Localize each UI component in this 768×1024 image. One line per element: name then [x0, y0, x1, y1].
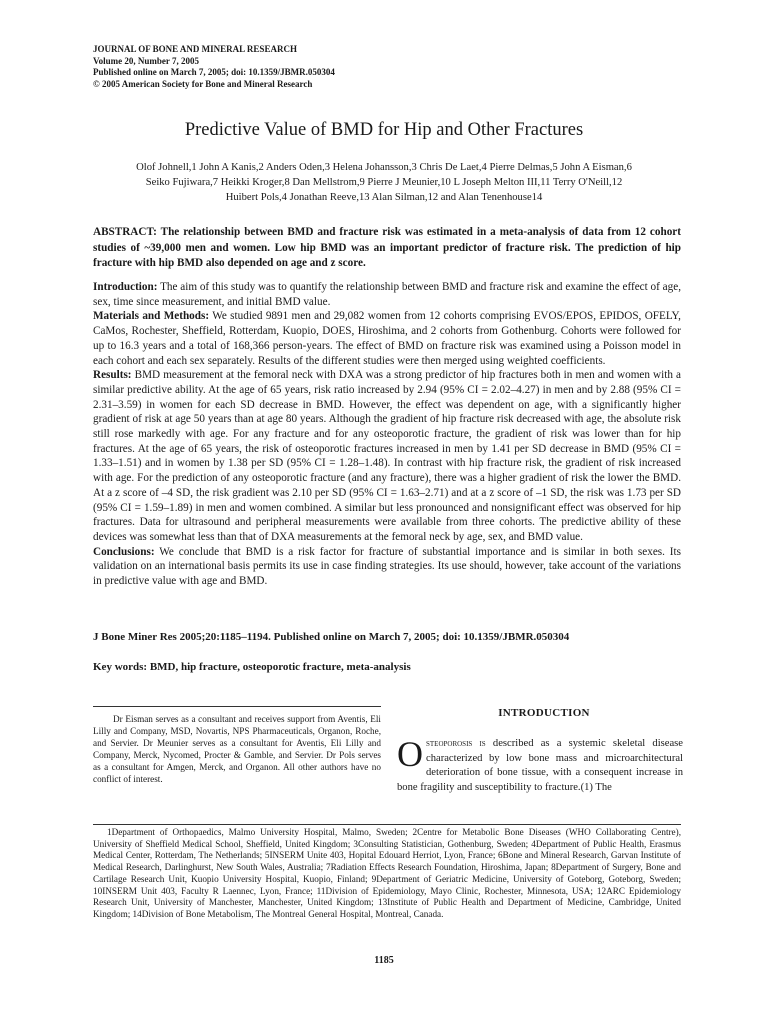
- article-title: Predictive Value of BMD for Hip and Other Fractures: [184, 120, 584, 140]
- author-line: Seiko Fujiwara,7 Heikki Kroger,8 Dan Mellstrom,9 Pierre J Meunier,10 L Joseph Melton III,11 Terry O'Neill,12: [145, 177, 623, 188]
- author-list: [80, 160, 688, 205]
- intro-smallcaps: steoporosis is: [426, 738, 486, 749]
- section-text: We studied 9891 men and 29,082 women from 12 cohorts comprising EVOS/EPOS, EPIDOS, OFELY, CaMos, Rochester, Sheffield, Rotterdam, Kuopio, DOES, Hiroshima, and 2 cohorts from Gothenburg. Cohorts were followed for up to 16.3 years and a total of 168,366 person-years. The effect of BMD on fracture risk was examined using a Poisson model in each cohort and each sex separately. Results of the different studies were then merged using weighted coefficients.: [93, 310, 681, 367]
- section-label: Results:: [93, 369, 132, 382]
- keywords: [93, 660, 681, 674]
- structured-abstract: [93, 280, 681, 589]
- abstract-text: The relationship between BMD and fracture risk was estimated in a meta-analysis of data from 12 cohort studies of ~39,000 men and women. Low hip BMD was an important predictor of fracture risk. The prediction of hip fracture with hip BMD also depended on age and z score.: [93, 226, 681, 270]
- introduction-heading: INTRODUCTION: [498, 707, 590, 719]
- abstract: [93, 225, 681, 272]
- section-label: Materials and Methods:: [93, 310, 210, 323]
- section-label: Conclusions:: [93, 545, 155, 558]
- page-number: 1185: [374, 955, 394, 966]
- section-text: The aim of this study was to quantify the relationship between BMD and fracture risk and examine the effect of age, sex, time since measurement, and initial BMD value.: [93, 281, 681, 308]
- section-text: BMD measurement at the femoral neck with DXA was a strong predictor of hip fractures both in men and women with a similar predictive ability. At the age of 65 years, risk ratio increased by 2.94 (95% CI = 2.02–4.27) in men and by 2.88 (95% CI = 2.31–3.59) in women for each SD decrease in BMD. However, the effect was dependent on age, with a significantly higher gradient of risk at age 50 years than at age 80 years. Although the gradient of hip fracture risk decreased with age, the absolute risk still rose markedly with age. For any fracture and for any osteoporotic fracture, the gradient of risk was lower than for hip fractures. At the age of 65 years, the risk of osteoporotic fractures increased in men by 1.41 per SD decrease in BMD (95% CI = 1.33–1.51) and in women by 1.38 per SD (95% CI = 1.28–1.48). In contrast with hip fracture risk, the gradient of risk increased with age. For the prediction of any osteoporotic fracture (and any fracture), there was a higher gradient of risk the lower the BMD. At a z score of –4 SD, the risk gradient was 2.10 per SD (95% CI = 1.63–2.71) and at a z score of –1 SD, the risk was 1.73 per SD (95% CI = 1.59–1.89) in men and women combined. A similar but less pronounced and nonsignificant effect was observed for hip fractures. Data for ultrasound and peripheral measurements were available from three cohorts. The predictive ability of these devices was somewhat less than that of DXA measurements at the femoral neck by age, sex, and BMD value.: [93, 369, 681, 543]
- journal-volume: Volume 20, Number 7, 2005: [93, 55, 200, 66]
- author-line: Huibert Pols,4 Jonathan Reeve,13 Alan Silman,12 and Alan Tenenhouse14: [225, 192, 543, 203]
- section-label: Introduction:: [93, 281, 158, 293]
- section-text: We conclude that BMD is a risk factor for fracture of substantial importance and is similar in both sexes. Its validation on an international basis permits its use in case finding strategies. Its use should, however, take account of the variations in predictive value with age and BMD.: [93, 545, 681, 588]
- abstract-methods: [93, 309, 681, 368]
- keywords-label: Key words:: [93, 661, 148, 673]
- author-line: Olof Johnell,1 John A Kanis,2 Anders Oden,3 Helena Johansson,3 Chris De Laet,4 Pierre Delmas,5 John A Eisman,6: [136, 162, 632, 173]
- abstract-label: ABSTRACT:: [93, 226, 157, 238]
- intro-body: described as a systemic skeletal disease characterized by low bone mass and microarchitectural deterioration of bone tissue, with a consequent increase in bone fragility and susceptibility to fracture.(1) The: [397, 738, 684, 793]
- abstract-results: [93, 368, 681, 544]
- keywords-text: BMD, hip fracture, osteoporotic fracture, meta-analysis: [149, 661, 411, 673]
- drop-cap: O: [397, 734, 423, 774]
- abstract-conclusions: [93, 545, 681, 589]
- journal-published: Published online on March 7, 2005; doi: 10.1359/JBMR.050304: [93, 67, 335, 77]
- journal-copyright: © 2005 American Society for Bone and Mineral Research: [93, 78, 313, 89]
- conflict-of-interest-note: Dr Eisman serves as a consultant and receives support from Aventis, Eli Lilly and Company, MSD, Novartis, NPS Pharmaceuticals, Organon, Roche, and Servier. Dr Meunier serves as a consultant for Aventis, Eli Lilly and Company, Merck, Nycomed, Procter & Gamble, and Servier. Dr Pols serves as a consultant for Amgen, Merck, and Organon. All other authors have no conflict of interest.: [93, 706, 381, 785]
- introduction-text: [397, 734, 684, 795]
- abstract-introduction: [93, 280, 681, 309]
- journal-header: [93, 44, 493, 90]
- journal-name: JOURNAL OF BONE AND MINERAL RESEARCH: [93, 44, 297, 54]
- affiliations: 1Department of Orthopaedics, Malmo University Hospital, Malmo, Sweden; 2Centre for Metabolic Bone Diseases (WHO Collaborating Centre), University of Sheffield Medical School, Sheffield, United Kingdom; 3Consulting Statistician, Gothenburg, Sweden; 4Department of Public Health, Erasmus Medical Center, Rotterdam, The Netherlands; 5INSERM Unite 403, Hopital Edouard Herriot, Lyon, France; 6Bone and Mineral Research, Garvan Institute of Medical Research, Darlinghurst, New South Wales, Australia; 7Radiation Effects Research Foundation, Hiroshima, Japan; 8Department of Surgery, Bone and Cartilage Research Unit, Kuopio University Hospital, Kuopio, Finland; 9Department of Geriatric Medicine, University of Goteborg, Goteborg, Sweden; 10INSERM Unit 403, Faculty R Laennec, Lyon, France; 11Division of Epidemiology, Mayo Clinic, Rochester, Minnesota, USA; 12ARC Epidemiology Research Unit, University of Manchester, Manchester, United Kingdom; 13Institute of Public Health and Department of Medicine, Cambridge, United Kingdom; 14Division of Bone Metabolism, The Montreal General Hospital, Montreal, Canada.: [93, 824, 681, 921]
- citation: J Bone Miner Res 2005;20:1185–1194. Published online on March 7, 2005; doi: 10.1359/JBMR.050304: [93, 631, 570, 643]
